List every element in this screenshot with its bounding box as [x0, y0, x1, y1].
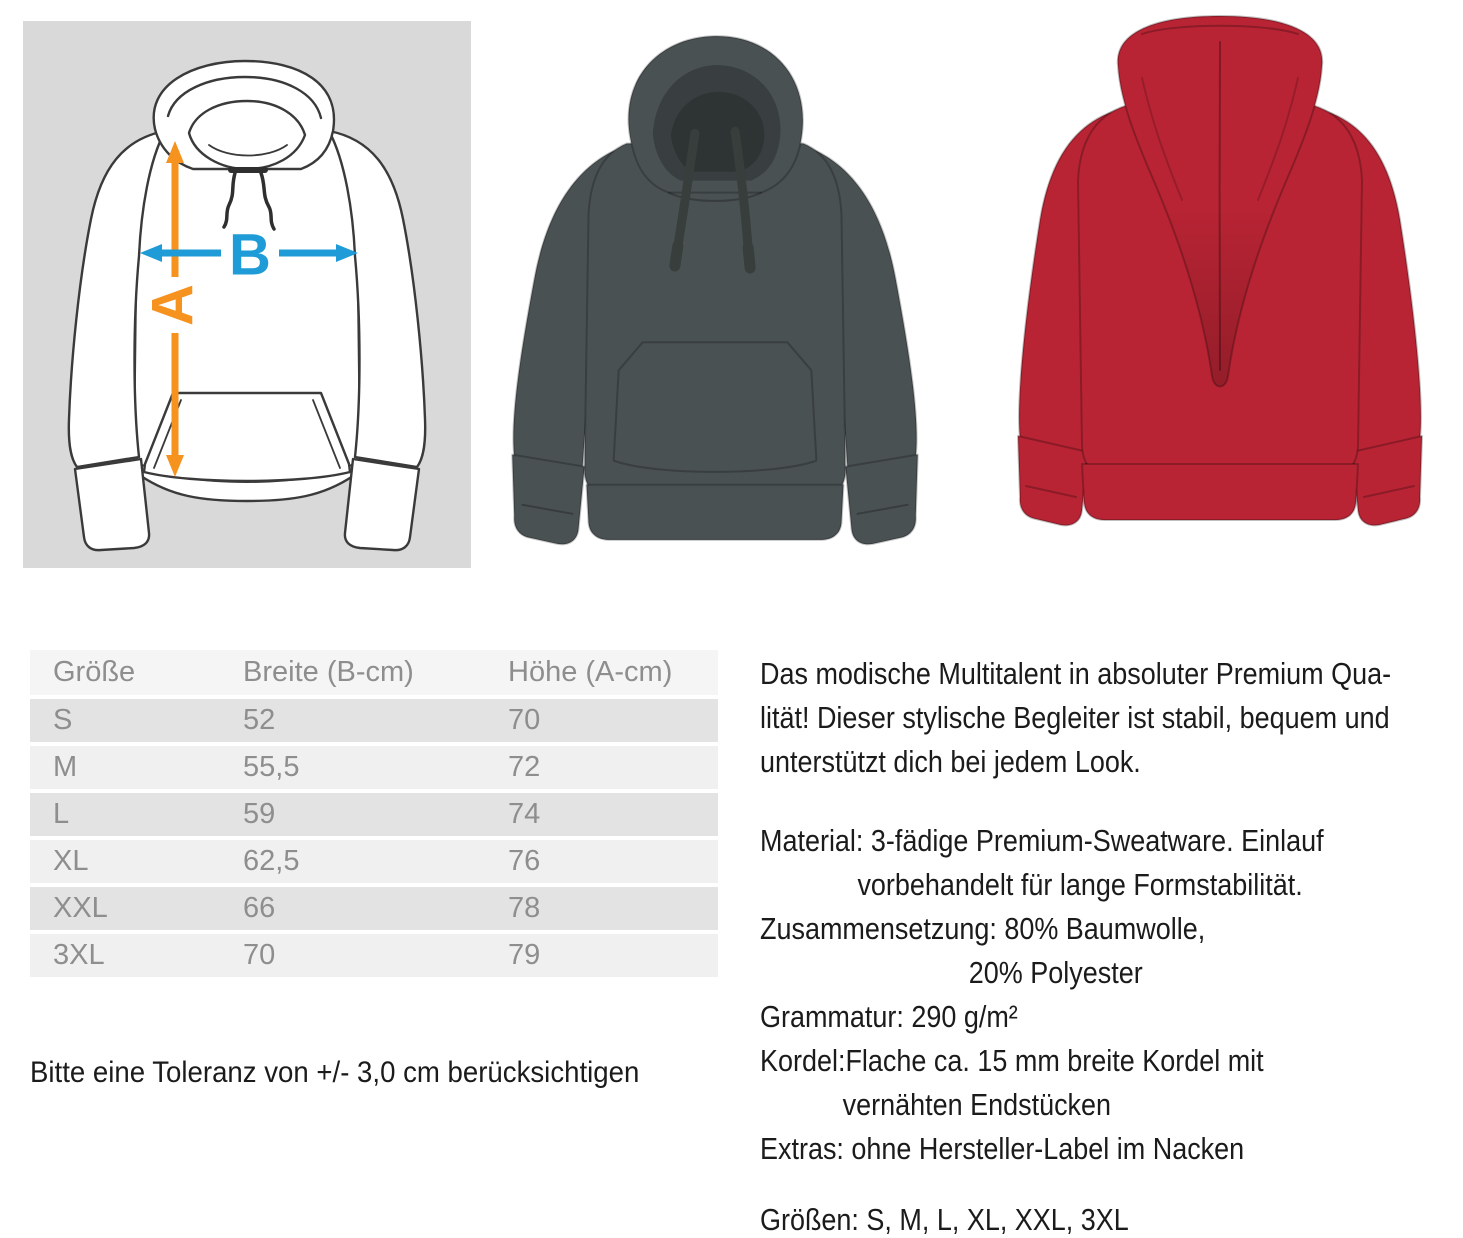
size-table-column-header: Höhe (A-cm)	[485, 650, 718, 697]
size-table-row	[30, 791, 718, 838]
description-detail-line: vernähten Endstücken	[842, 1087, 1112, 1122]
paragraph-gap	[760, 1171, 1463, 1198]
width-cell: 52	[220, 697, 485, 744]
height-label: A	[140, 284, 206, 326]
description-detail-line: vorbehandelt für lange Formstabilität.	[857, 867, 1303, 902]
width-cell: 66	[220, 885, 485, 932]
width-label: B	[229, 222, 271, 288]
size-table-row	[30, 932, 718, 979]
description-detail-line: Kordel:Flache ca. 15 mm breite Kordel mit	[760, 1043, 1264, 1078]
diagram-cuff-left	[75, 459, 149, 550]
front-drawstring-left-aglet	[675, 246, 678, 266]
size-table-row	[30, 697, 718, 744]
height-cell: 79	[485, 932, 718, 979]
diagram-cuff-right	[345, 459, 419, 550]
back-cuff-left	[1018, 436, 1088, 525]
height-cell: 72	[485, 744, 718, 791]
description-intro-line: Das modische Multitalent in absoluter Premium Qua-	[760, 656, 1392, 691]
front-cuff-right	[845, 455, 917, 545]
size-cell: XXL	[30, 885, 220, 932]
front-hem-band	[587, 485, 844, 540]
tolerance-note: Bitte eine Toleranz von +/- 3,0 cm berücksichtigen	[30, 1056, 640, 1089]
description-intro-line: unterstützt dich bei jedem Look.	[760, 744, 1141, 779]
paragraph-gap	[760, 784, 1463, 819]
product-photo-back	[988, 8, 1452, 543]
back-cuff-right	[1352, 436, 1422, 525]
available-sizes-line: Größen: S, M, L, XL, XXL, 3XL	[760, 1202, 1129, 1237]
height-cell: 76	[485, 838, 718, 885]
product-photo-front	[483, 13, 947, 565]
size-table-row	[30, 744, 718, 791]
width-cell: 55,5	[220, 744, 485, 791]
size-cell: L	[30, 791, 220, 838]
size-table-column-header: Breite (B-cm)	[220, 650, 485, 697]
height-cell: 74	[485, 791, 718, 838]
size-table-row	[30, 885, 718, 932]
size-table-body	[30, 697, 718, 979]
height-cell: 78	[485, 885, 718, 932]
height-cell: 70	[485, 697, 718, 744]
size-diagram-panel	[23, 21, 471, 568]
width-cell: 62,5	[220, 838, 485, 885]
size-table-row	[30, 838, 718, 885]
width-cell: 70	[220, 932, 485, 979]
size-cell: M	[30, 744, 220, 791]
size-table-column-header: Größe	[30, 650, 220, 697]
front-pocket	[614, 342, 817, 472]
description-intro-line: lität! Dieser stylische Begleiter ist stabil, bequem und	[760, 700, 1390, 735]
size-cell: S	[30, 697, 220, 744]
description-detail-line: Material: 3-fädige Premium-Sweatware. Einlauf	[760, 823, 1324, 858]
hoodie-measurement-diagram	[23, 21, 471, 568]
description-detail-line: Extras: ohne Hersteller-Label im Nacken	[760, 1131, 1245, 1166]
description-detail-line: Grammatur: 290 g/m²	[760, 999, 1018, 1034]
description-detail-line: Zusammensetzung: 80% Baumwolle,	[760, 911, 1206, 946]
width-cell: 59	[220, 791, 485, 838]
hoodie-front-image	[483, 13, 947, 565]
size-table-header-row	[30, 650, 718, 697]
front-cuff-left	[512, 455, 584, 545]
product-description	[760, 652, 1463, 1238]
size-cell: XL	[30, 838, 220, 885]
back-hem-band	[1082, 464, 1358, 520]
description-detail-line: 20% Polyester	[968, 955, 1143, 990]
hoodie-back-image	[988, 8, 1452, 543]
size-cell: 3XL	[30, 932, 220, 979]
size-table	[30, 650, 718, 981]
front-drawstring-right-aglet	[748, 248, 750, 268]
